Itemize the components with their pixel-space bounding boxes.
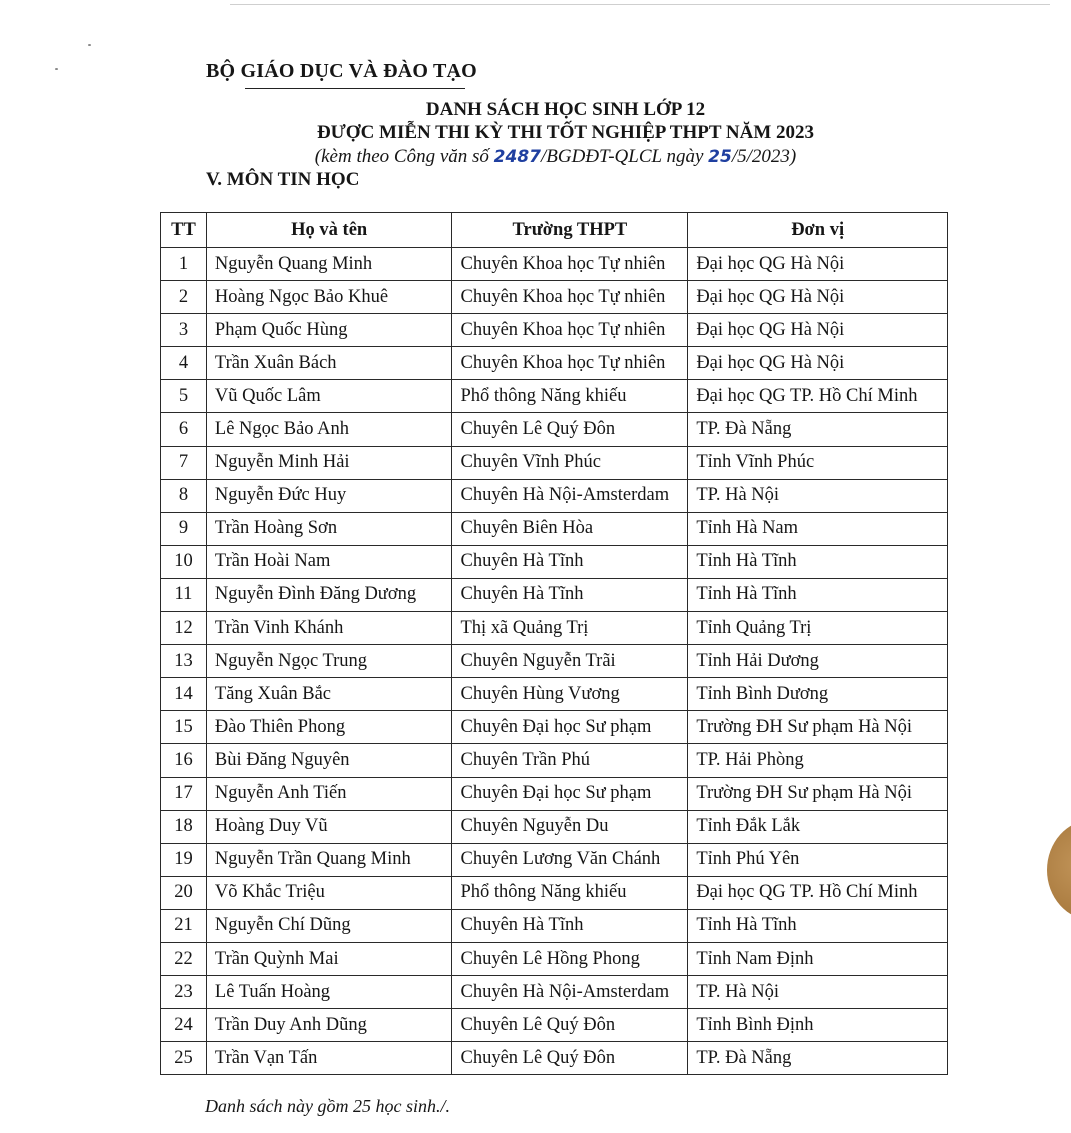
cell-tt: 24 — [161, 1009, 207, 1042]
table-row — [161, 347, 948, 380]
cell-name: Hoàng Ngọc Bảo Khuê — [206, 281, 452, 314]
subtitle-mid: /BGDĐT-QLCL ngày — [541, 146, 709, 167]
cell-unit: TP. Đà Nẵng — [688, 1042, 948, 1075]
cell-school: Chuyên Lê Quý Đôn — [452, 1042, 688, 1075]
scan-speck — [55, 68, 58, 70]
cell-school: Thị xã Quảng Trị — [452, 612, 688, 645]
table-row — [161, 744, 948, 777]
cell-tt: 25 — [161, 1042, 207, 1075]
table-row — [161, 942, 948, 975]
table-row — [161, 1042, 948, 1075]
cell-unit: Đại học QG Hà Nội — [688, 281, 948, 314]
cell-unit: Tỉnh Hà Tĩnh — [688, 545, 948, 578]
cell-tt: 4 — [161, 347, 207, 380]
cell-tt: 23 — [161, 976, 207, 1009]
cell-tt: 13 — [161, 645, 207, 678]
cell-unit: TP. Đà Nẵng — [688, 413, 948, 446]
table-row — [161, 976, 948, 1009]
cell-name: Trần Vinh Khánh — [206, 612, 452, 645]
cell-tt: 6 — [161, 413, 207, 446]
cell-name: Tăng Xuân Bắc — [206, 678, 452, 711]
cell-school: Chuyên Biên Hòa — [452, 512, 688, 545]
table-row — [161, 678, 948, 711]
cell-unit: Đại học QG TP. Hồ Chí Minh — [688, 380, 948, 413]
table-row — [161, 711, 948, 744]
cell-tt: 19 — [161, 843, 207, 876]
cell-school: Chuyên Hà Tĩnh — [452, 545, 688, 578]
column-header-name: Họ và tên — [206, 213, 452, 248]
table-row — [161, 777, 948, 810]
cell-name: Võ Khắc Triệu — [206, 876, 452, 909]
cell-school: Chuyên Hà Nội-Amsterdam — [452, 479, 688, 512]
cell-school: Chuyên Nguyễn Trãi — [452, 645, 688, 678]
cell-unit: Trường ĐH Sư phạm Hà Nội — [688, 711, 948, 744]
cell-tt: 15 — [161, 711, 207, 744]
table-row — [161, 612, 948, 645]
table-row — [161, 578, 948, 611]
cell-tt: 21 — [161, 909, 207, 942]
cell-school: Chuyên Hùng Vương — [452, 678, 688, 711]
cell-school: Phổ thông Năng khiếu — [452, 876, 688, 909]
table-row — [161, 843, 948, 876]
cell-name: Nguyễn Quang Minh — [206, 248, 452, 281]
cell-tt: 5 — [161, 380, 207, 413]
cell-unit: Tỉnh Phú Yên — [688, 843, 948, 876]
cell-tt: 20 — [161, 876, 207, 909]
cell-school: Chuyên Đại học Sư phạm — [452, 711, 688, 744]
cell-school: Chuyên Khoa học Tự nhiên — [452, 347, 688, 380]
table-row — [161, 512, 948, 545]
cell-school: Chuyên Đại học Sư phạm — [452, 777, 688, 810]
cell-school: Chuyên Vĩnh Phúc — [452, 446, 688, 479]
cell-unit: Tỉnh Đắk Lắk — [688, 810, 948, 843]
ministry-name: BỘ GIÁO DỤC VÀ ĐÀO TẠO — [206, 60, 477, 82]
cell-name: Trần Duy Anh Dũng — [206, 1009, 452, 1042]
cell-unit: Tỉnh Hà Nam — [688, 512, 948, 545]
cell-school: Chuyên Nguyễn Du — [452, 810, 688, 843]
cell-school: Chuyên Trần Phú — [452, 744, 688, 777]
student-table — [160, 212, 948, 1075]
cell-unit: TP. Hải Phòng — [688, 744, 948, 777]
cell-school: Chuyên Khoa học Tự nhiên — [452, 281, 688, 314]
cell-name: Trần Hoài Nam — [206, 545, 452, 578]
cell-name: Trần Xuân Bách — [206, 347, 452, 380]
cell-unit: Tỉnh Hà Tĩnh — [688, 909, 948, 942]
cell-tt: 22 — [161, 942, 207, 975]
cell-unit: Đại học QG Hà Nội — [688, 314, 948, 347]
cell-unit: TP. Hà Nội — [688, 976, 948, 1009]
cell-name: Lê Ngọc Bảo Anh — [206, 413, 452, 446]
document-title-line1: DANH SÁCH HỌC SINH LỚP 12 — [425, 99, 706, 120]
cell-name: Trần Vạn Tấn — [206, 1042, 452, 1075]
handwritten-doc-number: 2487 — [493, 147, 541, 167]
table-row — [161, 446, 948, 479]
cell-tt: 12 — [161, 612, 207, 645]
cell-school: Chuyên Lê Quý Đôn — [452, 413, 688, 446]
cell-school: Chuyên Hà Nội-Amsterdam — [452, 976, 688, 1009]
cell-name: Nguyễn Đình Đăng Dương — [206, 578, 452, 611]
cell-unit: Tỉnh Vĩnh Phúc — [688, 446, 948, 479]
cell-school: Chuyên Lê Quý Đôn — [452, 1009, 688, 1042]
cell-school: Chuyên Khoa học Tự nhiên — [452, 248, 688, 281]
ministry-underline — [245, 88, 465, 89]
cell-tt: 1 — [161, 248, 207, 281]
cell-tt: 16 — [161, 744, 207, 777]
table-row — [161, 645, 948, 678]
cell-unit: Tỉnh Hà Tĩnh — [688, 578, 948, 611]
table-row — [161, 380, 948, 413]
column-header-unit: Đơn vị — [688, 213, 948, 248]
scan-top-border — [230, 4, 1050, 5]
table-row — [161, 909, 948, 942]
document-subtitle — [0, 146, 1071, 168]
cell-name: Nguyễn Trần Quang Minh — [206, 843, 452, 876]
handwritten-doc-day: 25 — [708, 147, 732, 167]
cell-tt: 17 — [161, 777, 207, 810]
cell-name: Bùi Đăng Nguyên — [206, 744, 452, 777]
cell-tt: 18 — [161, 810, 207, 843]
cell-unit: Đại học QG Hà Nội — [688, 248, 948, 281]
cell-unit: Trường ĐH Sư phạm Hà Nội — [688, 777, 948, 810]
cell-unit: Tỉnh Bình Dương — [688, 678, 948, 711]
table-row — [161, 281, 948, 314]
section-heading: V. MÔN TIN HỌC — [206, 169, 360, 190]
cell-name: Vũ Quốc Lâm — [206, 380, 452, 413]
cell-tt: 3 — [161, 314, 207, 347]
cell-name: Lê Tuấn Hoàng — [206, 976, 452, 1009]
footer-note: Danh sách này gồm 25 học sinh./. — [205, 1096, 450, 1116]
table-row — [161, 314, 948, 347]
cell-tt: 10 — [161, 545, 207, 578]
table-row — [161, 545, 948, 578]
cell-unit: Tỉnh Nam Định — [688, 942, 948, 975]
cell-name: Nguyễn Minh Hải — [206, 446, 452, 479]
cell-school: Chuyên Khoa học Tự nhiên — [452, 314, 688, 347]
cell-school: Chuyên Hà Tĩnh — [452, 909, 688, 942]
scan-speck — [88, 44, 91, 46]
cell-tt: 9 — [161, 512, 207, 545]
column-header-school: Trường THPT — [452, 213, 688, 248]
cell-name: Nguyễn Ngọc Trung — [206, 645, 452, 678]
table-row — [161, 248, 948, 281]
document-title-line2: ĐƯỢC MIỄN THI KỲ THI TỐT NGHIỆP THPT NĂM 2023 — [316, 122, 815, 143]
cell-school: Chuyên Lương Văn Chánh — [452, 843, 688, 876]
cell-tt: 7 — [161, 446, 207, 479]
cell-name: Nguyễn Đức Huy — [206, 479, 452, 512]
cell-school: Phổ thông Năng khiếu — [452, 380, 688, 413]
cell-school: Chuyên Hà Tĩnh — [452, 578, 688, 611]
cell-tt: 14 — [161, 678, 207, 711]
cell-tt: 11 — [161, 578, 207, 611]
cell-unit: Tỉnh Hải Dương — [688, 645, 948, 678]
subtitle-prefix: (kèm theo Công văn số — [314, 146, 494, 167]
cell-unit: Tỉnh Quảng Trị — [688, 612, 948, 645]
cell-name: Phạm Quốc Hùng — [206, 314, 452, 347]
column-header-tt: TT — [161, 213, 207, 248]
cell-unit: Đại học QG TP. Hồ Chí Minh — [688, 876, 948, 909]
cell-name: Trần Hoàng Sơn — [206, 512, 452, 545]
cell-name: Nguyễn Chí Dũng — [206, 909, 452, 942]
cell-name: Trần Quỳnh Mai — [206, 942, 452, 975]
table-row — [161, 479, 948, 512]
cell-unit: Tỉnh Bình Định — [688, 1009, 948, 1042]
cell-name: Đào Thiên Phong — [206, 711, 452, 744]
cell-unit: Đại học QG Hà Nội — [688, 347, 948, 380]
table-row — [161, 413, 948, 446]
cell-tt: 8 — [161, 479, 207, 512]
cell-name: Hoàng Duy Vũ — [206, 810, 452, 843]
table-row — [161, 876, 948, 909]
subtitle-suffix: /5/2023) — [731, 146, 797, 167]
cell-tt: 2 — [161, 281, 207, 314]
table-row — [161, 810, 948, 843]
table-header-row — [161, 213, 948, 248]
cell-school: Chuyên Lê Hồng Phong — [452, 942, 688, 975]
seal-stamp-edge — [1047, 820, 1071, 920]
cell-unit: TP. Hà Nội — [688, 479, 948, 512]
cell-name: Nguyễn Anh Tiến — [206, 777, 452, 810]
table-row — [161, 1009, 948, 1042]
